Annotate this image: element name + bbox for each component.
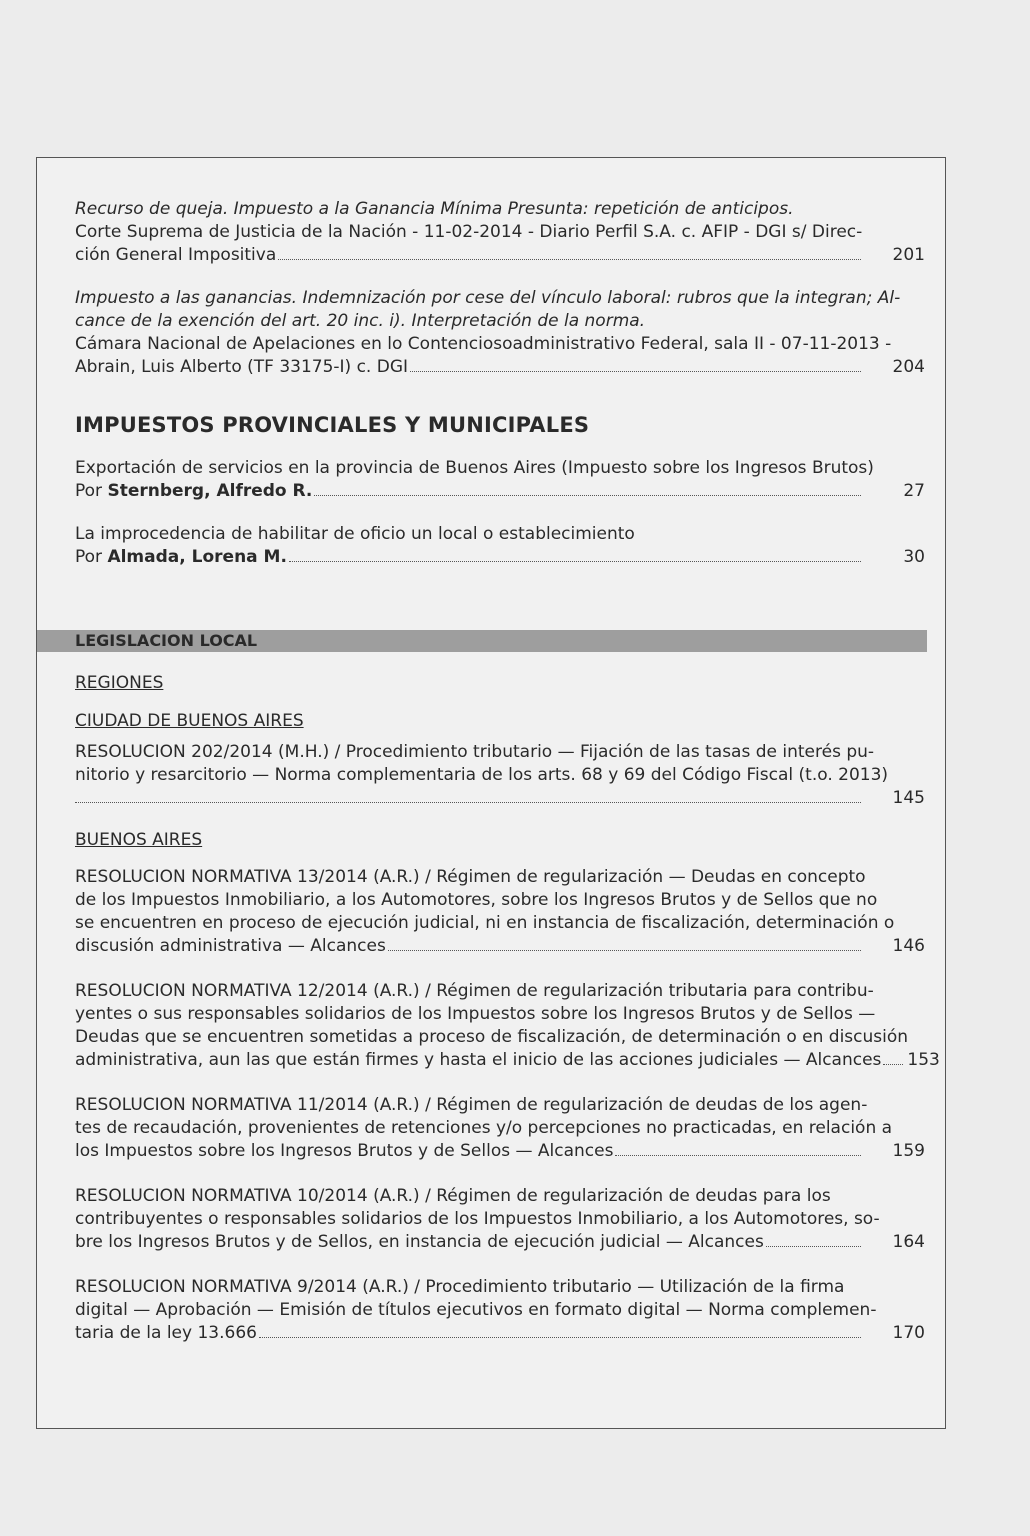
entry-line: taria de la ley 13.666 [75, 1323, 257, 1343]
entry-line: bre los Ingresos Brutos y de Sellos, en instancia de ejecución judicial — Alcances [75, 1232, 764, 1252]
author-name: Almada, Lorena M. [107, 547, 287, 567]
page-number: 164 [892, 1232, 925, 1252]
entry-line: RESOLUCION NORMATIVA 12/2014 (A.R.) / Régimen de regularización tributaria para contribu- [75, 981, 874, 1001]
entry-line: digital — Aprobación — Emisión de títulos ejecutivos en formato digital — Norma complemen- [75, 1300, 877, 1320]
leader-dots [75, 802, 861, 803]
toc-content-lower [75, 673, 940, 1367]
ba-label: BUENOS AIRES [75, 830, 203, 850]
toc-content [75, 198, 925, 585]
toc-entry-ganancias[interactable] [75, 287, 925, 379]
entry-line-with-page [75, 1140, 925, 1163]
author-line [75, 546, 287, 569]
section-heading: IMPUESTOS PROVINCIALES Y MUNICIPALES [75, 413, 590, 437]
page-number: 146 [892, 936, 925, 956]
entry-line: RESOLUCION NORMATIVA 9/2014 (A.R.) / Procedimiento tributario — Utilización de la firma [75, 1277, 845, 1297]
leader-dots [289, 561, 861, 562]
leader-dots [259, 1337, 861, 1338]
entry-line-with-page [75, 1231, 925, 1254]
leader-dots [278, 259, 861, 260]
article-author-line [75, 546, 925, 569]
caba-label: CIUDAD DE BUENOS AIRES [75, 711, 304, 731]
entry-line: contribuyentes o responsables solidarios de los Impuestos Inmobiliario, a los Automotores, so- [75, 1209, 880, 1229]
entry-line: Deudas que se encuentren sometidas a proceso de fiscalización, de determinación o en discusión [75, 1027, 909, 1047]
article-title: Exportación de servicios en la provincia de Buenos Aires (Impuesto sobre los Ingresos Brutos) [75, 458, 874, 478]
entry-line: se encuentren en proceso de ejecución judicial, ni en instancia de fiscalización, determinación o [75, 913, 895, 933]
entry-line: Cámara Nacional de Apelaciones en lo Contenciosoadministrativo Federal, sala II - 07-11-2013 - [75, 334, 892, 354]
entry-line: discusión administrativa — Alcances [75, 936, 386, 956]
entry-line-with-page [75, 1049, 940, 1072]
by-label: Por [75, 547, 103, 567]
page-number: 201 [892, 245, 925, 265]
toc-article-almada[interactable] [75, 523, 925, 569]
entry-line: administrativa, aun las que están firmes y hasta el inicio de las acciones judiciales — Alcances [75, 1050, 882, 1070]
leader-dots [766, 1246, 861, 1247]
entry-line: ción General Impositiva [75, 245, 277, 265]
author-line [75, 480, 312, 503]
toc-entry-ba[interactable] [75, 980, 940, 1072]
entry-line: Abrain, Luis Alberto (TF 33175-I) c. DGI [75, 357, 409, 377]
entry-line: yentes o sus responsables solidarios de los Impuestos sobre los Ingresos Brutos y de Sellos — [75, 1004, 876, 1024]
regions-label: REGIONES [75, 673, 164, 693]
page-number: 153 [907, 1050, 940, 1070]
page-number: 204 [892, 357, 925, 377]
leader-dots [615, 1155, 861, 1156]
page-number: 145 [892, 788, 925, 808]
page-number: 159 [892, 1141, 925, 1161]
entry-line-with-page [75, 356, 925, 379]
section-bar-legislacion-local: LEGISLACION LOCAL [37, 630, 927, 652]
entry-title: cance de la exención del art. 20 inc. i). Interpretación de la norma. [75, 311, 646, 331]
leader-dots [410, 371, 861, 372]
entry-line: de los Impuestos Inmobiliario, a los Automotores, sobre los Ingresos Brutos y de Sellos que no [75, 890, 878, 910]
entry-line: RESOLUCION NORMATIVA 11/2014 (A.R.) / Régimen de regularización de deudas de los agen- [75, 1095, 868, 1115]
entry-line-with-page [75, 244, 925, 267]
entry-line-with-page [75, 1322, 925, 1345]
toc-entry-ba[interactable] [75, 866, 925, 958]
entry-line: RESOLUCION NORMATIVA 13/2014 (A.R.) / Régimen de regularización — Deudas en concepto [75, 867, 866, 887]
ba-entries-list [75, 866, 940, 1345]
leader-dots [314, 495, 861, 496]
by-label: Por [75, 481, 103, 501]
entry-line: los Impuestos sobre los Ingresos Brutos y de Sellos — Alcances [75, 1141, 614, 1161]
toc-article-sternberg[interactable] [75, 457, 925, 503]
entry-line: tes de recaudación, provenientes de retenciones y/o percepciones no practicadas, en relación a [75, 1118, 893, 1138]
entry-line: Corte Suprema de Justicia de la Nación - 11-02-2014 - Diario Perfil S.A. c. AFIP - DGI s/ Direc- [75, 222, 863, 242]
entry-title: Recurso de queja. Impuesto a la Ganancia Mínima Presunta: repetición de anticipos. [75, 199, 794, 219]
toc-frame [36, 157, 946, 1429]
toc-entry-caba-202[interactable] [75, 741, 925, 810]
leader-dots [388, 950, 861, 951]
entry-line-with-page [75, 935, 925, 958]
page-number: 27 [903, 481, 925, 501]
author-name: Sternberg, Alfredo R. [107, 481, 313, 501]
entry-line: RESOLUCION 202/2014 (M.H.) / Procedimiento tributario — Fijación de las tasas de interés pu- [75, 742, 875, 762]
page-number: 170 [892, 1323, 925, 1343]
entry-line: nitorio y resarcitorio — Norma complementaria de los arts. 68 y 69 del Código Fiscal (t.o. 2013) [75, 765, 889, 785]
toc-entry-queja[interactable] [75, 198, 925, 267]
toc-entry-ba[interactable] [75, 1094, 925, 1163]
entry-line-with-page [75, 787, 925, 810]
toc-entry-ba[interactable] [75, 1185, 925, 1254]
entry-line: RESOLUCION NORMATIVA 10/2014 (A.R.) / Régimen de regularización de deudas para los [75, 1186, 831, 1206]
leader-dots [883, 1064, 903, 1065]
entry-title: Impuesto a las ganancias. Indemnización por cese del vínculo laboral: rubros que la integran; Al- [75, 288, 901, 308]
page-number: 30 [903, 547, 925, 567]
toc-entry-ba[interactable] [75, 1276, 925, 1345]
article-title: La improcedencia de habilitar de oficio un local o establecimiento [75, 524, 635, 544]
article-author-line [75, 480, 925, 503]
